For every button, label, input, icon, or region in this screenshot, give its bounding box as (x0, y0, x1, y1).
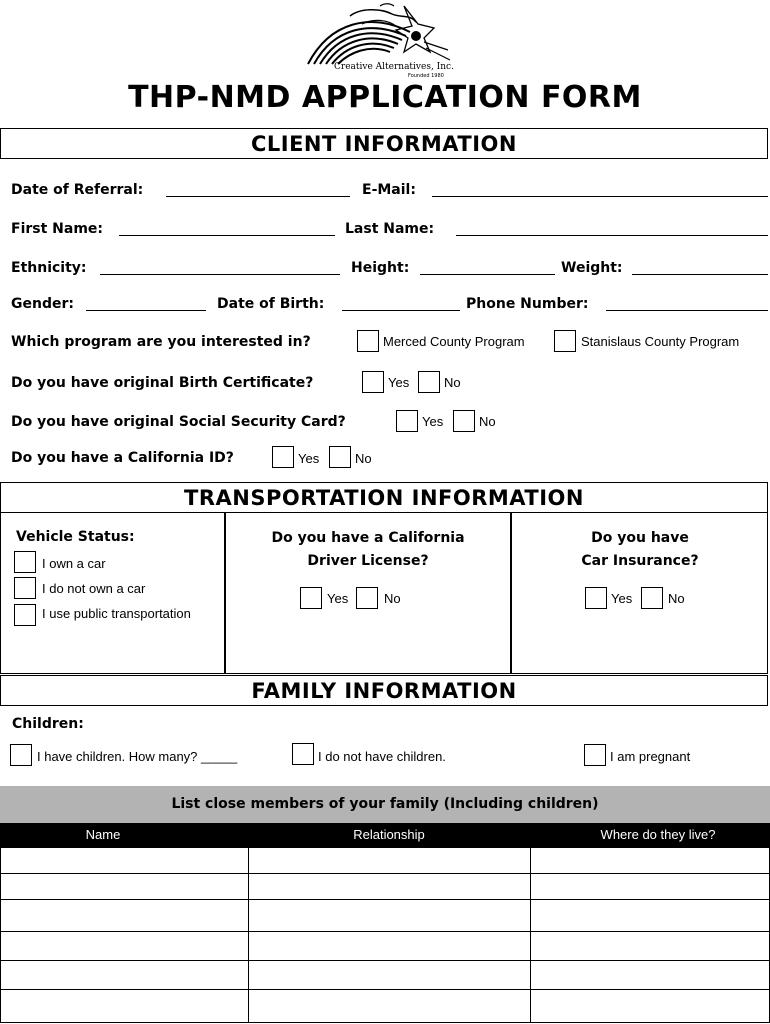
last-name-label: Last Name: (345, 221, 435, 237)
own-car-label: I own a car (42, 556, 106, 571)
table-row (0, 989, 770, 1023)
col-header-name: Name (85, 827, 121, 842)
birth-certificate-question: Do you have original Birth Certificate? (11, 375, 314, 391)
gender-field[interactable] (86, 310, 206, 311)
family-table-header (0, 823, 770, 847)
dob-label: Date of Birth: (217, 296, 325, 312)
name-cell[interactable] (0, 989, 249, 1023)
location-cell[interactable] (530, 873, 770, 900)
location-cell[interactable] (530, 989, 770, 1023)
vehicle-status-label: Vehicle Status: (16, 529, 135, 545)
location-cell[interactable] (530, 960, 770, 990)
merced-program-label: Merced County Program (383, 334, 525, 349)
family-table-body (0, 847, 770, 1024)
insurance-yes-checkbox[interactable] (585, 587, 607, 609)
location-cell[interactable] (530, 899, 770, 932)
ca-id-no-label: No (355, 451, 372, 466)
first-name-field[interactable] (119, 235, 335, 236)
have-children-checkbox[interactable] (10, 744, 32, 766)
license-yes-checkbox[interactable] (300, 587, 322, 609)
relationship-cell[interactable] (248, 899, 531, 932)
merced-program-checkbox[interactable] (357, 330, 379, 352)
pregnant-checkbox[interactable] (584, 744, 606, 766)
last-name-field[interactable] (456, 235, 768, 236)
table-row (0, 960, 770, 990)
relationship-cell[interactable] (248, 847, 531, 874)
birth-cert-no-label: No (444, 375, 461, 390)
table-row (0, 873, 770, 900)
ssc-no-checkbox[interactable] (453, 410, 475, 432)
birth-cert-yes-checkbox[interactable] (362, 371, 384, 393)
logo-tagline: Founded 1980 (408, 73, 444, 79)
gender-label: Gender: (11, 296, 74, 312)
stanislaus-program-label: Stanislaus County Program (581, 334, 740, 349)
table-row (0, 899, 770, 932)
form-title: THP-NMD APPLICATION FORM (128, 80, 642, 115)
program-question: Which program are you interested in? (11, 334, 311, 350)
ssc-question: Do you have original Social Security Card? (11, 414, 346, 430)
company-logo (300, 2, 460, 80)
public-transport-label: I use public transportation (42, 606, 191, 621)
no-children-checkbox[interactable] (292, 743, 314, 765)
relationship-cell[interactable] (248, 989, 531, 1023)
location-cell[interactable] (530, 847, 770, 874)
relationship-cell[interactable] (248, 873, 531, 900)
transport-info-header: TRANSPORTATION INFORMATION (0, 482, 768, 513)
col-header-relationship: Relationship (353, 827, 425, 842)
license-question-line2: Driver License? (307, 553, 429, 569)
ssc-yes-checkbox[interactable] (396, 410, 418, 432)
first-name-label: First Name: (11, 221, 104, 237)
table-row (0, 847, 770, 874)
relationship-cell[interactable] (248, 960, 531, 990)
family-info-header: FAMILY INFORMATION (0, 675, 768, 706)
weight-label: Weight: (561, 260, 623, 276)
children-label: Children: (12, 716, 84, 732)
insurance-yes-label: Yes (611, 591, 633, 606)
phone-field[interactable] (606, 310, 768, 311)
license-question-line1: Do you have a California (271, 530, 465, 546)
family-table-title: List close members of your family (Including children) (0, 786, 770, 823)
ca-id-yes-checkbox[interactable] (272, 446, 294, 468)
weight-field[interactable] (632, 274, 768, 275)
table-row (0, 931, 770, 961)
ca-id-question: Do you have a California ID? (11, 450, 234, 466)
email-field[interactable] (432, 196, 768, 197)
no-children-label: I do not have children. (318, 749, 446, 764)
height-field[interactable] (420, 274, 555, 275)
birth-cert-yes-label: Yes (388, 375, 410, 390)
name-cell[interactable] (0, 847, 249, 874)
name-cell[interactable] (0, 899, 249, 932)
insurance-question-line2: Car Insurance? (581, 553, 699, 569)
ethnicity-field[interactable] (100, 274, 340, 275)
license-no-label: No (384, 591, 401, 606)
license-no-checkbox[interactable] (356, 587, 378, 609)
name-cell[interactable] (0, 873, 249, 900)
date-of-referral-field[interactable] (166, 196, 350, 197)
insurance-no-label: No (668, 591, 685, 606)
insurance-no-checkbox[interactable] (641, 587, 663, 609)
ssc-no-label: No (479, 414, 496, 429)
name-cell[interactable] (0, 960, 249, 990)
logo-graphic (300, 2, 460, 68)
col-header-location: Where do they live? (600, 827, 716, 842)
not-own-car-checkbox[interactable] (14, 577, 36, 599)
own-car-checkbox[interactable] (14, 551, 36, 573)
ssc-yes-label: Yes (422, 414, 444, 429)
phone-label: Phone Number: (466, 296, 589, 312)
have-children-label: I have children. How many? _____ (37, 749, 238, 764)
insurance-question-line1: Do you have (591, 530, 689, 546)
ethnicity-label: Ethnicity: (11, 260, 87, 276)
email-label: E-Mail: (362, 182, 416, 198)
height-label: Height: (351, 260, 410, 276)
client-info-header: CLIENT INFORMATION (0, 128, 768, 159)
name-cell[interactable] (0, 931, 249, 961)
license-yes-label: Yes (327, 591, 349, 606)
birth-cert-no-checkbox[interactable] (418, 371, 440, 393)
public-transport-checkbox[interactable] (14, 604, 36, 626)
stanislaus-program-checkbox[interactable] (554, 330, 576, 352)
not-own-car-label: I do not own a car (42, 581, 146, 596)
ca-id-no-checkbox[interactable] (329, 446, 351, 468)
ca-id-yes-label: Yes (298, 451, 320, 466)
date-of-referral-label: Date of Referral: (11, 182, 144, 198)
location-cell[interactable] (530, 931, 770, 961)
logo-company-name: Creative Alternatives, Inc. (334, 62, 454, 72)
pregnant-label: I am pregnant (610, 749, 691, 764)
relationship-cell[interactable] (248, 931, 531, 961)
dob-field[interactable] (342, 310, 460, 311)
